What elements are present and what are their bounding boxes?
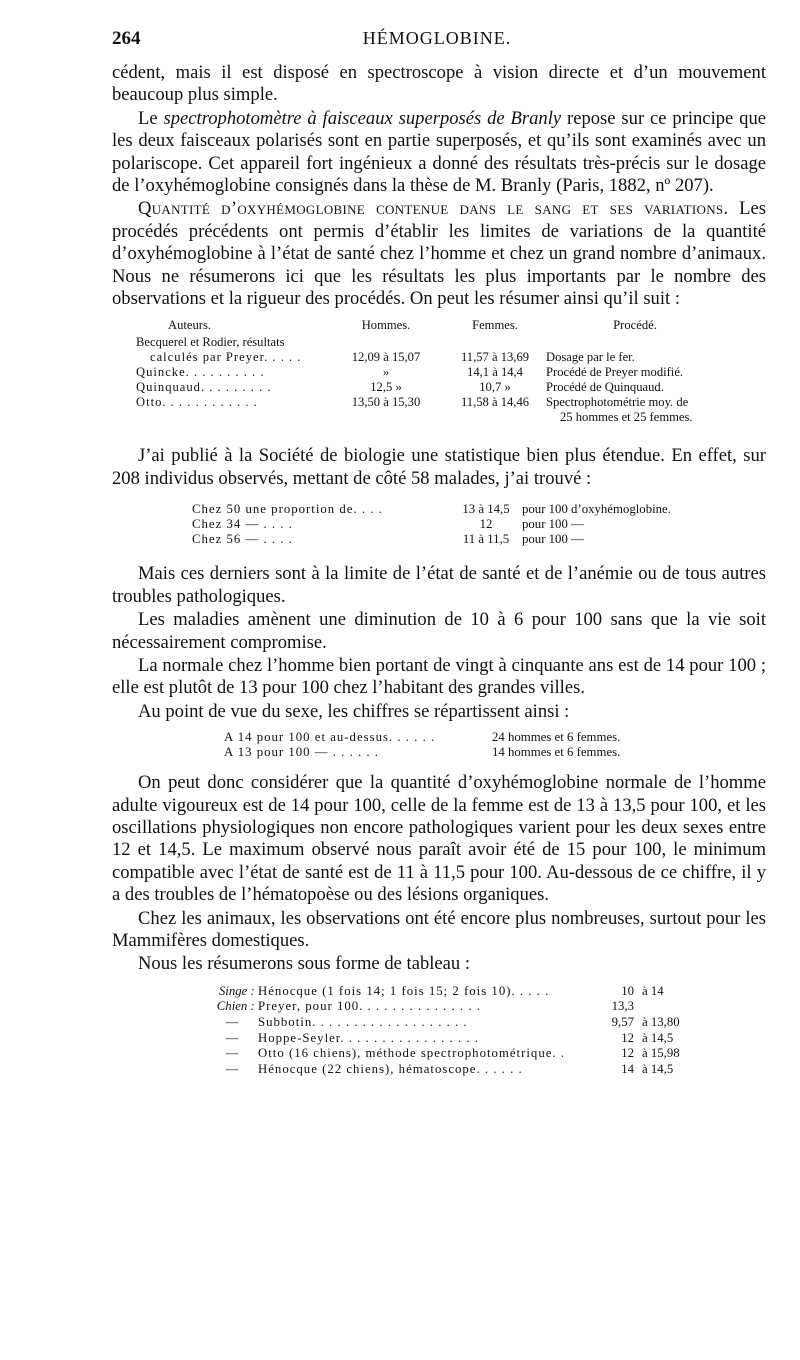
source-cell: Hénocque (1 fois 14; 1 fois 15; 2 fois 10). . . . . — [258, 983, 550, 998]
animal-cell — [206, 999, 258, 1015]
authors-table — [136, 318, 724, 425]
unit-cell: pour 100 d’oxyhémoglobine. — [522, 502, 671, 517]
animal-cell — [206, 984, 258, 1000]
men-value: 12,09 à 15,07 — [351, 350, 421, 365]
unit-cell: pour 100 — — [522, 517, 584, 532]
women-cell — [444, 335, 546, 365]
value-high-cell: à 14 — [642, 983, 664, 998]
animals-table — [206, 984, 680, 1078]
paragraph-text: Les procédés précédents ont permis d’établir les limites de variations de la quantité d’oxyhémoglobine à l’état de santé chez l’homme et chez un grand nombre d’animaux. Nous ne résumerons ici que les résultats les plus importants par le nombre des observations et la rigueur des procédés. On peut les résumer ainsi qu’il suit : — [112, 198, 766, 310]
value-low-cell: 12 — [621, 1030, 634, 1045]
value-low-cell: 9,57 — [611, 1014, 634, 1029]
group-cell: Chez 56 — . . . . — [192, 532, 293, 547]
group-cell: Chez 34 — . . . . — [192, 517, 293, 532]
table-row — [136, 335, 724, 365]
source-cell: Otto (16 chiens), méthode spectrophotométrique. . — [258, 1046, 566, 1061]
paragraph-normal: La normale chez l’homme bien portant de vingt à cinquante ans est de 14 pour 100 ; elle est plutôt de 13 pour 100 chez l’habitant des grandes villes. — [112, 654, 766, 699]
women-cell: 14,1 à 14,4 — [467, 365, 523, 380]
range-cell: 13 à 14,5 — [462, 502, 510, 517]
paragraph-conclusion: On peut donc considérer que la quantité d’oxyhémoglobine normale de l’homme adulte vigoureux est de 14 pour 100, celle de la femme est de 13 à 13,5 pour 100, et les oscillations physiologiques non encore pathologiques varient pour les deux sexes entre 12 et 14,5. Le maximum observé nous paraît avoir été de 15 pour 100, le minimum compatible avec l’état de santé est de 11 à 11,5 pour 100. Au-dessous de ce chiffre, il y a des troubles de l’hématopoèse ou des lésions organiques. — [112, 772, 766, 906]
value-low-cell: 12 — [621, 1046, 634, 1061]
section-heading: Quantité d’oxyhémoglobine contenue dans le sang et ses variations. — [138, 198, 729, 220]
paragraph-quantity — [112, 198, 766, 310]
method-cell: Procédé de Quinquaud. — [546, 380, 664, 395]
page-header — [112, 28, 762, 54]
table-row — [206, 1046, 680, 1062]
source-cell: Subbotin. . . . . . . . . . . . . . . . . . . — [258, 1014, 468, 1029]
animal-cell: — — [225, 1030, 239, 1045]
animal-cell: — — [225, 1014, 239, 1029]
animal-cell: — — [225, 1061, 239, 1076]
table-row — [206, 1031, 680, 1047]
women-cell: 11,58 à 14,46 — [460, 395, 530, 410]
animal-cell: — — [225, 1046, 239, 1061]
method-cell: Procédé de Preyer modifié. — [546, 365, 684, 380]
men-cell: 13,50 à 15,30 — [351, 395, 421, 410]
animal-name: Singe : — [218, 983, 255, 998]
unit-cell: pour 100 — — [522, 532, 584, 547]
sex-table — [224, 730, 620, 760]
method-value: Dosage par le fer. — [546, 350, 635, 365]
author-cell — [136, 335, 328, 365]
men-cell: 12,5 » — [370, 380, 402, 395]
level-cell: A 13 pour 100 — . . . . . . — [224, 745, 379, 760]
women-cell: 10,7 » — [479, 380, 511, 395]
table-row — [192, 517, 671, 532]
paragraph-continuation: cédent, mais il est disposé en spectroscope à vision directe et d’un mouvement beaucoup plus simple. — [112, 62, 766, 106]
value-low-cell: 10 — [621, 983, 634, 998]
author-cell: Otto. . . . . . . . . . . . — [136, 395, 258, 410]
table-row — [206, 984, 680, 1000]
value-low-cell: 14 — [621, 1061, 634, 1076]
paragraph-anemia: Mais ces derniers sont à la limite de l’état de santé et de l’anémie ou de tous autres troubles pathologiques. — [112, 563, 766, 607]
group-cell: Chez 50 une proportion de. . . . — [192, 502, 383, 517]
animal-name: Chien : — [216, 999, 255, 1014]
range-cell: 11 à 11,5 — [462, 532, 510, 547]
author-cell: Quincke. . . . . . . . . . — [136, 365, 265, 380]
instrument-name: spectrophotomètre à faisceaux superposés de Branly — [163, 107, 562, 129]
value-high-cell: à 13,80 — [642, 1014, 680, 1029]
value-high-cell — [634, 999, 680, 1015]
author-cell: Quinquaud. . . . . . . . . — [136, 380, 272, 395]
table-row — [224, 745, 620, 760]
table-row — [136, 395, 724, 425]
table-row — [206, 1015, 680, 1031]
table-row — [192, 502, 671, 517]
method-cell — [546, 395, 724, 425]
men-cell — [328, 335, 444, 365]
source-cell: Hoppe-Seyler. . . . . . . . . . . . . . . . . — [258, 1030, 479, 1045]
method-value-cont: 25 hommes et 25 femmes. — [560, 410, 693, 425]
paragraph-statistics: J’ai publié à la Société de biologie une statistique bien plus étendue. En effet, sur 208 individus observés, mettant de côté 58 malades, j’ai trouvé : — [112, 445, 766, 489]
count-cell: 14 hommes et 6 femmes. — [492, 745, 621, 760]
value-high-cell: à 14,5 — [642, 1030, 674, 1045]
table-row — [206, 999, 680, 1015]
paragraph-animals: Chez les animaux, les observations ont été encore plus nombreuses, surtout pour les Mammifères domestiques. — [112, 907, 766, 951]
count-cell: 24 hommes et 6 femmes. — [492, 730, 621, 745]
source-cell: Hénocque (22 chiens), hématoscope. . . . . . — [258, 1061, 523, 1076]
col-header-men: Hommes. — [361, 318, 411, 333]
men-cell: » — [382, 365, 390, 380]
statistics-table — [192, 502, 671, 547]
level-cell: A 14 pour 100 et au-dessus. . . . . . — [224, 730, 436, 745]
table-row — [136, 365, 724, 380]
source-cell: Preyer, pour 100. . . . . . . . . . . . . . . — [258, 999, 481, 1014]
paragraph-sex: Au point de vue du sexe, les chiffres se répartissent ainsi : — [138, 700, 570, 722]
value-high-cell: à 14,5 — [642, 1061, 674, 1076]
range-cell: 12 — [479, 517, 493, 532]
table-row — [224, 730, 620, 745]
table-header-row — [136, 318, 724, 335]
method-cell — [546, 335, 724, 365]
value-high-cell: à 15,98 — [642, 1046, 680, 1061]
page-number: 264 — [112, 28, 141, 49]
paragraph-text: repose sur ce principe que les deux faisceaux polarisés sont en partie superposés, et qu’ils sont examinés avec un polariscope. Cet appareil fort ingénieux a donné des résultats très-précis sur le dosage de l’oxyhémoglobine consignés dans la thèse de M. Branly (Paris, 1882, nº 207). — [112, 107, 766, 197]
paragraph-table-intro: Nous les résumerons sous forme de tableau : — [138, 953, 471, 975]
paragraph-lead: Le — [138, 107, 164, 129]
col-header-authors: Auteurs. — [168, 318, 212, 333]
running-title: HÉMOGLOBINE. — [362, 28, 512, 48]
table-row — [192, 532, 671, 547]
paragraph-branly — [112, 108, 766, 198]
women-value: 11,57 à 13,69 — [460, 350, 530, 365]
author-name-cont: calculés par Preyer. . . . . — [150, 350, 302, 365]
table-row — [136, 380, 724, 395]
col-header-method: Procédé. — [613, 318, 657, 333]
table-row — [206, 1062, 680, 1078]
value-low-cell: 13,3 — [611, 999, 634, 1014]
method-value: Spectrophotométrie moy. de — [546, 395, 689, 410]
author-name: Becquerel et Rodier, résultats — [136, 335, 285, 350]
page-body — [112, 62, 766, 1077]
paragraph-diseases: Les maladies amènent une diminution de 10 à 6 pour 100 sans que la vie soit nécessairement compromise. — [112, 609, 766, 653]
col-header-women: Femmes. — [472, 318, 518, 333]
